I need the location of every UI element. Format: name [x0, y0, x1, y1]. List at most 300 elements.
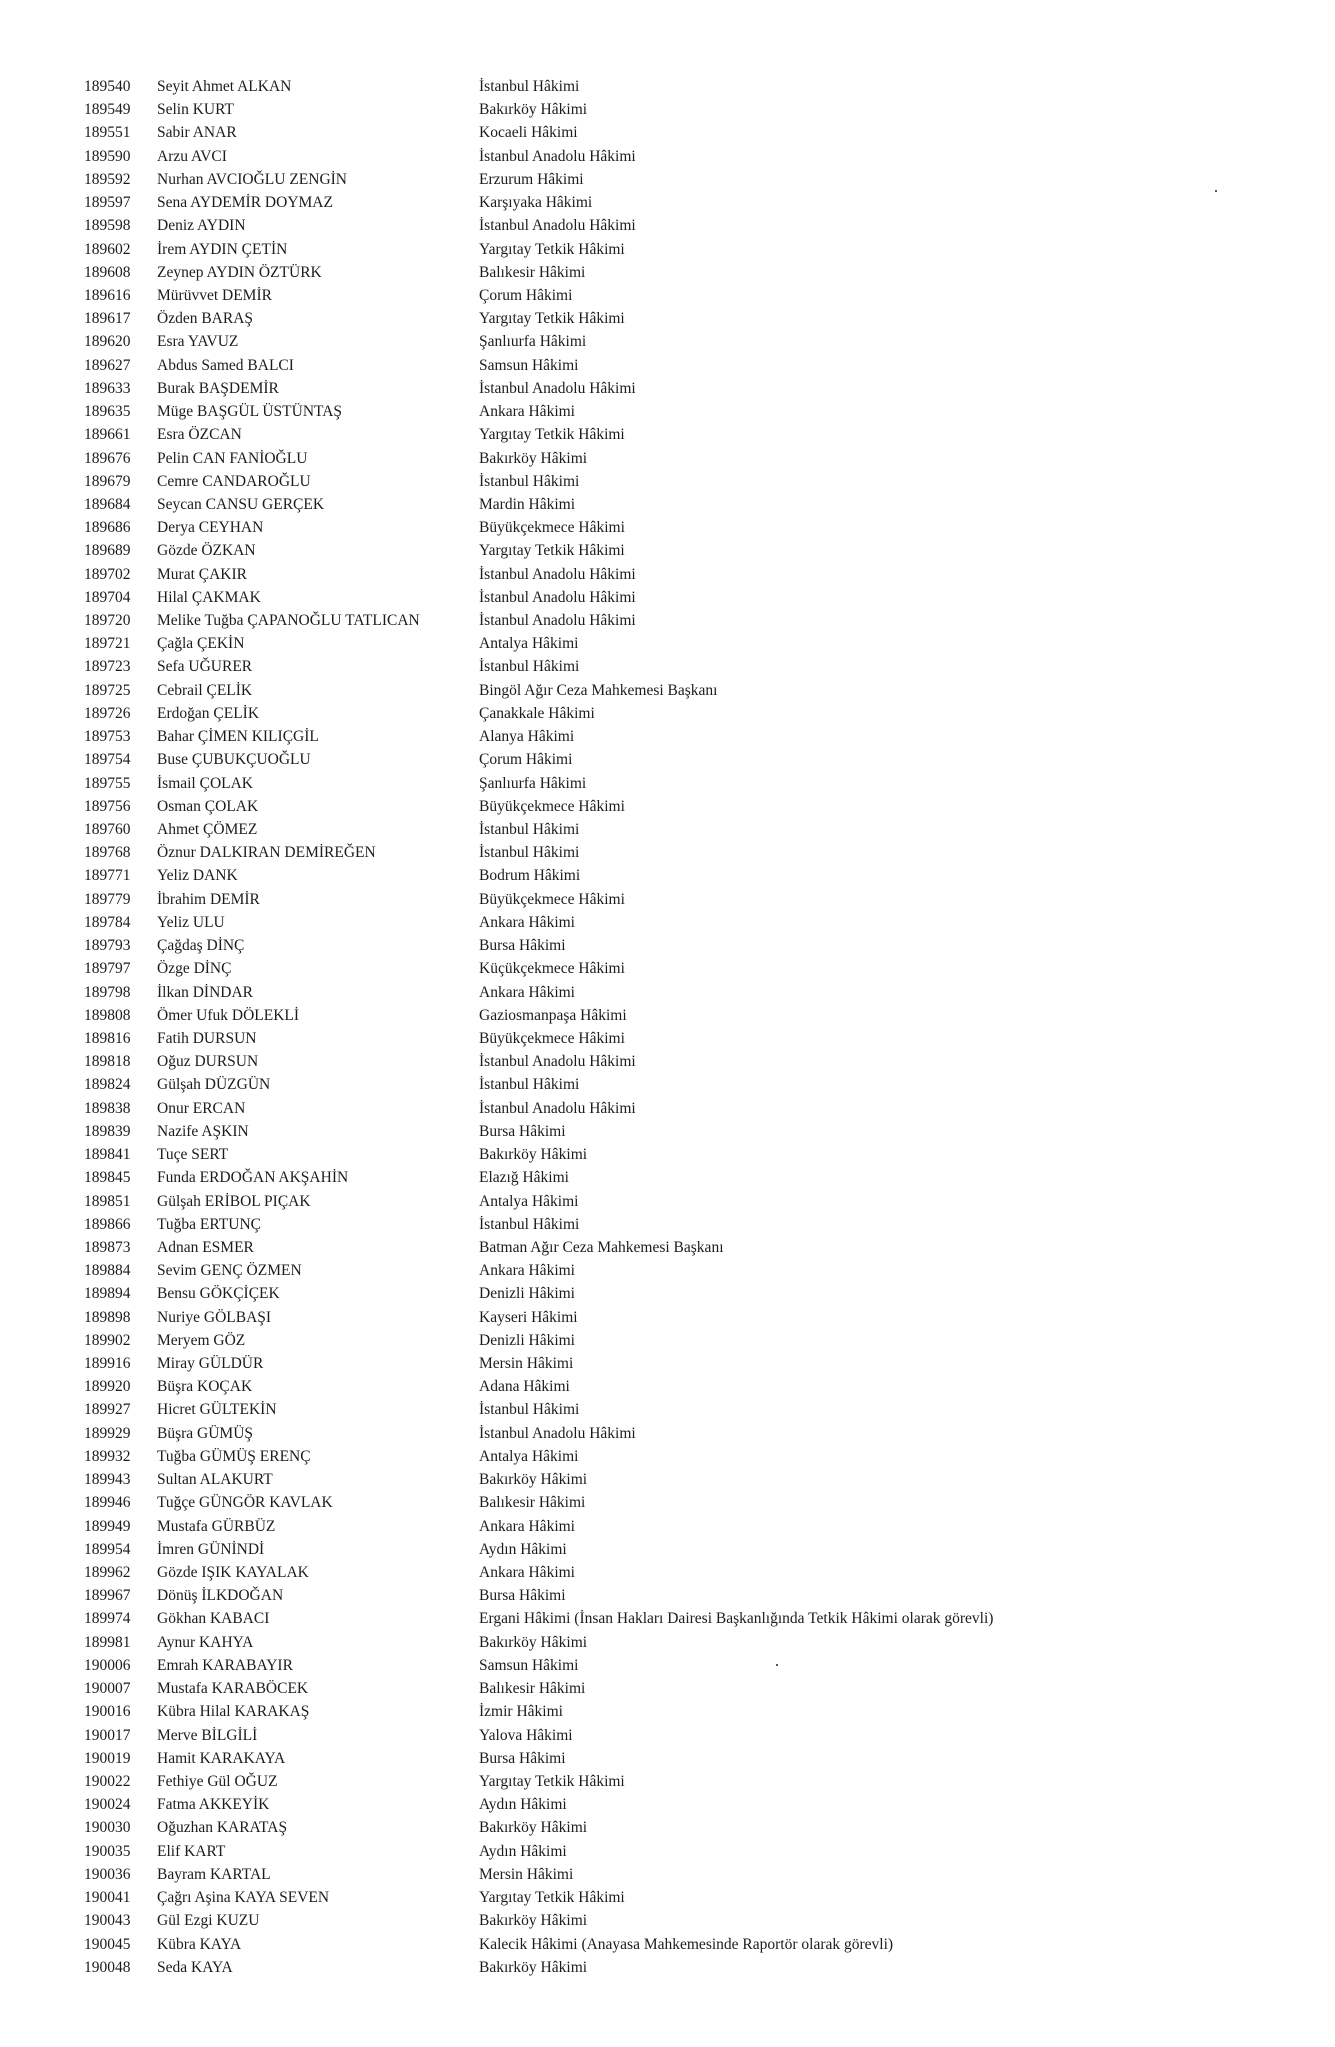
record-id: 189597 [84, 194, 131, 212]
list-item [0, 1538, 1335, 1561]
record-id: 189943 [84, 1471, 131, 1489]
record-position: Balıkesir Hâkimi [479, 1494, 586, 1512]
record-id: 189798 [84, 983, 131, 1001]
record-name: Fethiye Gül OĞUZ [157, 1772, 278, 1790]
record-name: İrem AYDIN ÇETİN [157, 240, 288, 258]
record-position: Şanlıurfa Hâkimi [479, 774, 587, 792]
record-position: Ankara Hâkimi [479, 983, 575, 1001]
record-position: Mersin Hâkimi [479, 1355, 574, 1373]
record-name: Gözde ÖZKAN [157, 542, 256, 560]
record-id: 189590 [84, 147, 131, 165]
record-name: Onur ERCAN [157, 1099, 246, 1117]
list-item [0, 632, 1335, 655]
record-id: 189974 [84, 1610, 131, 1628]
record-id: 189661 [84, 426, 131, 444]
record-position: İstanbul Hâkimi [479, 821, 580, 838]
record-name: Sena AYDEMİR DOYMAZ [157, 194, 333, 212]
list-item [0, 1422, 1335, 1445]
record-id: 189635 [84, 403, 131, 421]
list-item [0, 1120, 1335, 1143]
list-item [0, 864, 1335, 887]
record-name: Selin KURT [157, 101, 235, 119]
record-id: 189962 [84, 1564, 131, 1581]
list-item [0, 1050, 1335, 1073]
record-name: Funda ERDOĞAN AKŞAHİN [157, 1169, 349, 1187]
record-name: Burak BAŞDEMİR [157, 379, 279, 397]
record-id: 189981 [84, 1633, 131, 1651]
record-id: 189824 [84, 1076, 131, 1094]
record-name: Büşra KOÇAK [157, 1378, 253, 1396]
list-item [0, 1306, 1335, 1329]
record-position: Kocaeli Hâkimi [479, 124, 578, 142]
record-id: 189797 [84, 960, 131, 978]
record-position: Aydın Hâkimi [479, 1796, 567, 1814]
list-item [0, 1097, 1335, 1120]
record-name: Adnan ESMER [157, 1238, 254, 1256]
list-item [0, 1352, 1335, 1375]
record-name: Bayram KARTAL [157, 1865, 271, 1883]
list-item [0, 1329, 1335, 1352]
list-item [0, 447, 1335, 470]
record-id: 190007 [84, 1680, 131, 1698]
record-id: 189753 [84, 728, 131, 746]
record-id: 189602 [84, 240, 131, 258]
record-id: 190006 [84, 1656, 131, 1674]
appointment-list [0, 75, 1335, 1979]
record-name: Sultan ALAKURT [157, 1471, 273, 1489]
record-id: 190019 [84, 1749, 131, 1767]
list-item [0, 772, 1335, 795]
list-item [0, 1933, 1335, 1956]
list-item [0, 1747, 1335, 1770]
record-position: Büyükçekmece Hâkimi [479, 890, 625, 908]
list-item [0, 1724, 1335, 1747]
record-id: 189633 [84, 379, 131, 397]
record-name: Gökhan KABACI [157, 1610, 270, 1628]
record-position: İstanbul Anadolu Hâkimi [479, 1424, 636, 1442]
list-item [0, 818, 1335, 841]
record-id: 190017 [84, 1726, 131, 1744]
record-id: 189702 [84, 565, 131, 583]
record-name: Büşra GÜMÜŞ [157, 1424, 254, 1442]
list-item [0, 911, 1335, 934]
record-name: Bensu GÖKÇİÇEK [157, 1285, 280, 1303]
record-position: İstanbul Hâkimi [479, 1076, 580, 1094]
record-id: 189841 [84, 1146, 131, 1164]
record-position: Antalya Hâkimi [479, 635, 579, 653]
list-item [0, 238, 1335, 261]
record-id: 189954 [84, 1540, 131, 1558]
record-name: Hilal ÇAKMAK [157, 588, 261, 606]
record-position: Bakırköy Hâkimi [479, 1912, 588, 1930]
record-id: 189756 [84, 797, 131, 815]
record-id: 189551 [84, 124, 131, 142]
record-position: İstanbul Hâkimi [479, 472, 580, 490]
record-position: Şanlıurfa Hâkimi [479, 333, 587, 351]
record-id: 190035 [84, 1842, 131, 1860]
record-position: Çorum Hâkimi [479, 751, 573, 769]
list-item [0, 1282, 1335, 1305]
record-id: 190016 [84, 1703, 131, 1721]
record-position: Yargıtay Tetkik Hâkimi [479, 310, 625, 328]
record-id: 189816 [84, 1029, 131, 1047]
record-name: Gözde IŞIK KAYALAK [157, 1564, 309, 1581]
record-name: Pelin CAN FANİOĞLU [157, 449, 308, 467]
record-name: Zeynep AYDIN ÖZTÜRK [157, 263, 322, 281]
record-position: İstanbul Hâkimi [479, 78, 580, 95]
record-name: Dönüş İLKDOĞAN [157, 1587, 284, 1605]
record-position: Yargıtay Tetkik Hâkimi [479, 1772, 625, 1790]
record-name: Çağdaş DİNÇ [157, 937, 245, 955]
list-item [0, 516, 1335, 539]
record-position: Bursa Hâkimi [479, 1749, 566, 1767]
list-item [0, 586, 1335, 609]
list-item [0, 1259, 1335, 1282]
record-name: Murat ÇAKIR [157, 565, 247, 583]
list-item [0, 330, 1335, 353]
record-id: 190036 [84, 1865, 131, 1883]
record-position: Balıkesir Hâkimi [479, 1680, 586, 1698]
record-id: 189549 [84, 101, 131, 119]
record-id: 190045 [84, 1935, 131, 1953]
record-name: Çağla ÇEKİN [157, 635, 245, 653]
record-id: 189932 [84, 1447, 131, 1465]
list-item [0, 1584, 1335, 1607]
record-name: İmren GÜNİNDİ [157, 1540, 265, 1558]
record-id: 189540 [84, 78, 131, 95]
record-position: Bakırköy Hâkimi [479, 1819, 588, 1837]
record-position: Yargıtay Tetkik Hâkimi [479, 240, 625, 258]
record-id: 189768 [84, 844, 131, 862]
list-item [0, 1004, 1335, 1027]
list-item [0, 470, 1335, 493]
record-position: Aydın Hâkimi [479, 1842, 567, 1860]
list-item [0, 75, 1335, 98]
list-item [0, 121, 1335, 144]
record-name: Seda KAYA [157, 1958, 233, 1976]
record-id: 189721 [84, 635, 131, 653]
list-item [0, 191, 1335, 214]
list-item [0, 1793, 1335, 1816]
record-name: İlkan DİNDAR [157, 983, 253, 1001]
record-name: Hicret GÜLTEKİN [157, 1401, 277, 1419]
record-id: 189793 [84, 937, 131, 955]
record-position: İstanbul Anadolu Hâkimi [479, 612, 636, 630]
record-position: Aydın Hâkimi [479, 1540, 567, 1558]
record-position: Bakırköy Hâkimi [479, 449, 588, 467]
record-position: Bakırköy Hâkimi [479, 101, 588, 119]
record-position: Denizli Hâkimi [479, 1331, 575, 1349]
scan-speck [776, 1664, 778, 1666]
list-item [0, 377, 1335, 400]
record-position: İstanbul Anadolu Hâkimi [479, 588, 636, 606]
record-id: 189723 [84, 658, 131, 676]
record-name: İbrahim DEMİR [157, 890, 260, 908]
record-position: Ankara Hâkimi [479, 403, 575, 421]
record-name: Deniz AYDIN [157, 217, 246, 235]
record-position: Ankara Hâkimi [479, 1262, 575, 1280]
record-name: Tuğba GÜMÜŞ ERENÇ [157, 1447, 311, 1465]
record-position: Samsun Hâkimi [479, 356, 579, 374]
list-item [0, 934, 1335, 957]
list-item [0, 354, 1335, 377]
list-item [0, 1677, 1335, 1700]
record-id: 189946 [84, 1494, 131, 1512]
record-position: Karşıyaka Hâkimi [479, 194, 593, 212]
record-name: Mustafa GÜRBÜZ [157, 1517, 276, 1535]
record-name: Yeliz ULU [157, 913, 225, 931]
record-id: 190043 [84, 1912, 131, 1930]
record-position: İzmir Hâkimi [479, 1703, 563, 1721]
record-id: 189851 [84, 1192, 131, 1210]
record-name: Oğuzhan KARATAŞ [157, 1819, 288, 1837]
record-name: Müge BAŞGÜL ÜSTÜNTAŞ [157, 403, 343, 421]
record-name: Nurhan AVCIOĞLU ZENGİN [157, 170, 347, 188]
record-id: 189627 [84, 356, 131, 374]
record-position: Alanya Hâkimi [479, 728, 575, 746]
record-name: Özge DİNÇ [157, 960, 232, 978]
record-name: Derya CEYHAN [157, 519, 264, 537]
record-name: Mürüvvet DEMİR [157, 286, 272, 304]
record-position: Balıkesir Hâkimi [479, 263, 586, 281]
record-position: Elazığ Hâkimi [479, 1169, 569, 1187]
record-id: 189845 [84, 1169, 131, 1187]
record-position: Erzurum Hâkimi [479, 170, 584, 188]
record-position: Çorum Hâkimi [479, 286, 573, 304]
record-position: Mersin Hâkimi [479, 1865, 574, 1883]
record-id: 190024 [84, 1796, 131, 1814]
record-id: 189784 [84, 913, 131, 931]
list-item [0, 609, 1335, 632]
list-item [0, 1700, 1335, 1723]
list-item [0, 1073, 1335, 1096]
scan-speck [1215, 190, 1217, 192]
list-item [0, 1398, 1335, 1421]
record-id: 189616 [84, 286, 131, 304]
record-id: 189902 [84, 1331, 131, 1349]
list-item [0, 563, 1335, 586]
record-position: Bakırköy Hâkimi [479, 1633, 588, 1651]
record-name: Osman ÇOLAK [157, 797, 259, 815]
record-name: Gülşah DÜZGÜN [157, 1076, 271, 1094]
record-id: 190030 [84, 1819, 131, 1837]
record-id: 189818 [84, 1053, 131, 1071]
record-name: Sabir ANAR [157, 124, 237, 142]
record-position: Bingöl Ağır Ceza Mahkemesi Başkanı [479, 681, 718, 699]
list-item [0, 1445, 1335, 1468]
record-id: 189620 [84, 333, 131, 351]
list-item [0, 655, 1335, 678]
record-name: Kübra Hilal KARAKAŞ [157, 1703, 310, 1721]
record-name: Tuğba ERTUNÇ [157, 1215, 261, 1233]
list-item [0, 214, 1335, 237]
list-item [0, 1375, 1335, 1398]
record-name: Yeliz DANK [157, 867, 238, 885]
record-name: Abdus Samed BALCI [157, 356, 294, 374]
record-id: 189726 [84, 704, 131, 722]
record-position: Bursa Hâkimi [479, 1587, 566, 1605]
record-name: Oğuz DURSUN [157, 1053, 259, 1071]
record-name: Öznur DALKIRAN DEMİREĞEN [157, 844, 376, 862]
record-name: Hamit KARAKAYA [157, 1749, 286, 1767]
list-item [0, 1631, 1335, 1654]
record-name: Ömer Ufuk DÖLEKLİ [157, 1006, 300, 1024]
record-id: 189779 [84, 890, 131, 908]
record-id: 189725 [84, 681, 131, 699]
list-item [0, 1886, 1335, 1909]
list-item [0, 981, 1335, 1004]
record-name: Tuğçe GÜNGÖR KAVLAK [157, 1494, 333, 1512]
list-item [0, 1816, 1335, 1839]
record-position: Mardin Hâkimi [479, 495, 575, 513]
record-position: Bakırköy Hâkimi [479, 1471, 588, 1489]
list-item [0, 957, 1335, 980]
record-name: Merve BİLGİLİ [157, 1726, 258, 1744]
record-position: Küçükçekmece Hâkimi [479, 960, 625, 978]
record-position: Çanakkale Hâkimi [479, 704, 595, 722]
record-name: Arzu AVCI [157, 147, 227, 165]
record-id: 190022 [84, 1772, 131, 1790]
record-id: 189949 [84, 1517, 131, 1535]
record-name: Cebrail ÇELİK [157, 681, 253, 699]
record-position: Ergani Hâkimi (İnsan Hakları Dairesi Başkanlığında Tetkik Hâkimi olarak görevli) [479, 1610, 994, 1628]
list-item [0, 1863, 1335, 1886]
list-item [0, 307, 1335, 330]
record-name: Gülşah ERİBOL PIÇAK [157, 1192, 311, 1210]
record-id: 189686 [84, 519, 131, 537]
record-name: Özden BARAŞ [157, 310, 254, 328]
record-name: Nuriye GÖLBAŞI [157, 1308, 272, 1326]
list-item [0, 284, 1335, 307]
record-name: İsmail ÇOLAK [157, 774, 254, 792]
record-id: 190041 [84, 1889, 131, 1907]
record-id: 189679 [84, 472, 131, 490]
record-position: Ankara Hâkimi [479, 1564, 575, 1581]
record-id: 189617 [84, 310, 131, 328]
record-position: İstanbul Anadolu Hâkimi [479, 1099, 636, 1117]
record-position: İstanbul Hâkimi [479, 1401, 580, 1419]
list-item [0, 1654, 1335, 1677]
list-item [0, 493, 1335, 516]
list-item [0, 423, 1335, 446]
list-item [0, 1213, 1335, 1236]
list-item [0, 795, 1335, 818]
list-item [0, 1143, 1335, 1166]
record-position: İstanbul Anadolu Hâkimi [479, 565, 636, 583]
record-name: Tuçe SERT [157, 1146, 229, 1164]
record-position: Denizli Hâkimi [479, 1285, 575, 1303]
record-position: İstanbul Anadolu Hâkimi [479, 217, 636, 235]
record-position: Yargıtay Tetkik Hâkimi [479, 426, 625, 444]
record-position: Büyükçekmece Hâkimi [479, 1029, 625, 1047]
list-item [0, 168, 1335, 191]
record-id: 189916 [84, 1355, 131, 1373]
list-item [0, 539, 1335, 562]
record-position: Büyükçekmece Hâkimi [479, 519, 625, 537]
list-item [0, 261, 1335, 284]
record-name: Seyit Ahmet ALKAN [157, 78, 292, 95]
record-id: 189894 [84, 1285, 131, 1303]
list-item [0, 1909, 1335, 1932]
record-position: İstanbul Anadolu Hâkimi [479, 379, 636, 397]
record-position: İstanbul Hâkimi [479, 658, 580, 676]
record-name: Cemre CANDAROĞLU [157, 472, 311, 490]
list-item [0, 1468, 1335, 1491]
record-id: 189967 [84, 1587, 131, 1605]
record-name: Çağrı Aşina KAYA SEVEN [157, 1889, 330, 1907]
list-item [0, 1770, 1335, 1793]
record-name: Buse ÇUBUKÇUOĞLU [157, 751, 311, 769]
record-name: Sefa UĞURER [157, 658, 253, 676]
record-position: Yalova Hâkimi [479, 1726, 573, 1744]
list-item [0, 1607, 1335, 1630]
list-item [0, 145, 1335, 168]
record-position: Batman Ağır Ceza Mahkemesi Başkanı [479, 1238, 724, 1256]
list-item [0, 1166, 1335, 1189]
record-position: Yargıtay Tetkik Hâkimi [479, 1889, 625, 1907]
list-item [0, 1491, 1335, 1514]
record-position: Bodrum Hâkimi [479, 867, 581, 885]
list-item [0, 400, 1335, 423]
record-id: 189684 [84, 495, 131, 513]
list-item [0, 1561, 1335, 1584]
record-id: 189704 [84, 588, 131, 606]
record-id: 189927 [84, 1401, 131, 1419]
record-name: Esra ÖZCAN [157, 426, 242, 444]
record-id: 189754 [84, 751, 131, 769]
record-name: Emrah KARABAYIR [157, 1656, 293, 1674]
record-id: 189720 [84, 612, 131, 630]
record-id: 189838 [84, 1099, 131, 1117]
record-name: Fatih DURSUN [157, 1029, 257, 1047]
record-id: 189755 [84, 774, 131, 792]
record-id: 189898 [84, 1308, 131, 1326]
record-position: Bursa Hâkimi [479, 1122, 566, 1140]
record-position: Kalecik Hâkimi (Anayasa Mahkemesinde Raportör olarak görevli) [479, 1935, 894, 1953]
record-name: Melike Tuğba ÇAPANOĞLU TATLICAN [157, 612, 420, 630]
record-position: Bakırköy Hâkimi [479, 1146, 588, 1164]
record-position: Antalya Hâkimi [479, 1447, 579, 1465]
record-id: 189920 [84, 1378, 131, 1396]
record-name: Gül Ezgi KUZU [157, 1912, 260, 1930]
record-name: Sevim GENÇ ÖZMEN [157, 1262, 302, 1280]
record-name: Mustafa KARABÖCEK [157, 1680, 309, 1698]
record-id: 189598 [84, 217, 131, 235]
record-position: Ankara Hâkimi [479, 913, 575, 931]
list-item [0, 888, 1335, 911]
record-position: Antalya Hâkimi [479, 1192, 579, 1210]
record-name: Aynur KAHYA [157, 1633, 254, 1651]
record-id: 189676 [84, 449, 131, 467]
record-name: Meryem GÖZ [157, 1331, 246, 1349]
record-id: 189608 [84, 263, 131, 281]
record-id: 189873 [84, 1238, 131, 1256]
record-id: 189929 [84, 1424, 131, 1442]
list-item [0, 841, 1335, 864]
record-position: Büyükçekmece Hâkimi [479, 797, 625, 815]
list-item [0, 1515, 1335, 1538]
record-id: 189592 [84, 170, 131, 188]
record-id: 189839 [84, 1122, 131, 1140]
record-id: 189760 [84, 821, 131, 838]
list-item [0, 725, 1335, 748]
record-position: Bursa Hâkimi [479, 937, 566, 955]
record-position: Ankara Hâkimi [479, 1517, 575, 1535]
record-name: Fatma AKKEYİK [157, 1796, 270, 1814]
record-name: Elif KART [157, 1842, 226, 1860]
record-name: Seycan CANSU GERÇEK [157, 495, 325, 513]
record-position: Adana Hâkimi [479, 1378, 570, 1396]
